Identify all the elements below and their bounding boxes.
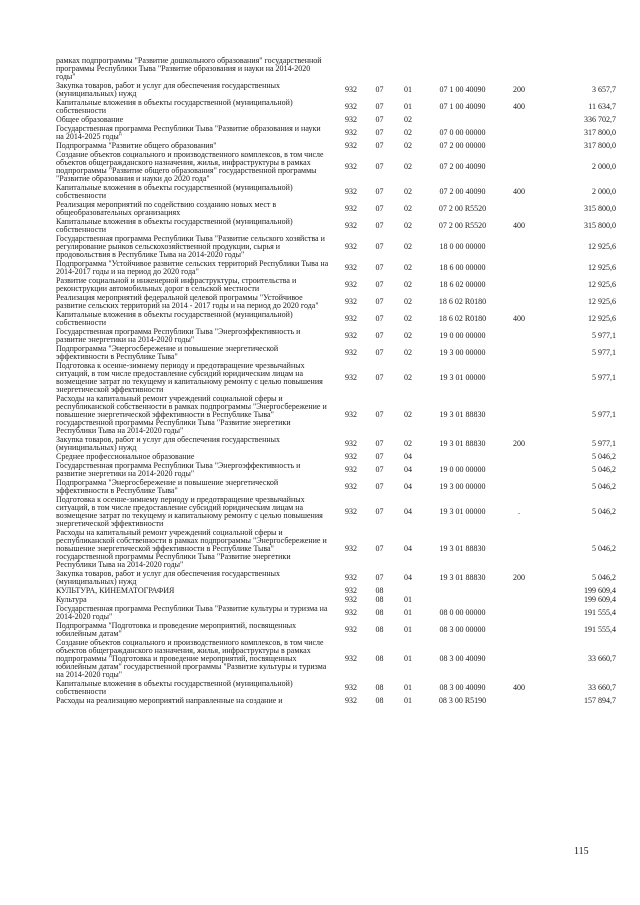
row-target-article xyxy=(423,56,502,81)
row-section: 07 xyxy=(375,114,384,124)
row-amount: 11 634,7 xyxy=(588,101,616,111)
row-code: 932 xyxy=(345,262,357,272)
row-expense-type xyxy=(502,234,536,259)
row-amount xyxy=(536,56,616,81)
row-subsection: 01 xyxy=(404,624,412,634)
row-subsection: 01 xyxy=(404,84,412,94)
row-amount: 5 046,2 xyxy=(592,543,616,553)
row-name: Среднее профессиональное образование xyxy=(56,451,195,461)
row-section: 07 xyxy=(375,543,384,553)
row-section: 08 xyxy=(375,695,384,705)
row-code: 932 xyxy=(345,585,357,595)
row-amount: 33 660,7 xyxy=(588,682,616,692)
row-expense-type xyxy=(502,595,536,604)
row-expense-type: 400 xyxy=(513,682,525,692)
table-row xyxy=(56,276,616,293)
row-expense-type xyxy=(502,115,536,124)
row-code: 932 xyxy=(345,481,357,491)
row-name: Закупка товаров, работ и услуг для обеспечения государственных (муниципальных) нужд xyxy=(56,80,281,98)
table-row xyxy=(56,56,616,81)
row-name: Государственная программа Республики Тыва "Энергоэффективность и развитие энергетики на 2014-2020 годы" xyxy=(56,326,301,344)
row-target-article: 19 0 00 00000 xyxy=(439,464,486,474)
row-amount: 12 925,6 xyxy=(588,279,616,289)
table-row xyxy=(56,200,616,217)
row-code: 932 xyxy=(345,594,357,604)
table-row xyxy=(56,293,616,310)
row-subsection: 04 xyxy=(404,506,412,516)
row-name: Капитальные вложения в объекты государственной (муниципальной) собственности xyxy=(56,182,293,200)
row-subsection: 04 xyxy=(404,464,412,474)
row-subsection: 02 xyxy=(404,262,412,272)
row-subsection: 04 xyxy=(404,481,412,491)
row-subsection: 02 xyxy=(404,220,412,230)
row-target-article: 07 0 00 00000 xyxy=(439,127,486,137)
budget-table xyxy=(56,56,616,705)
row-subsection: 04 xyxy=(404,543,412,553)
row-name: Общее образование xyxy=(56,114,124,124)
row-amount: 315 800,0 xyxy=(584,203,616,213)
row-code: 932 xyxy=(345,607,357,617)
row-code: 932 xyxy=(345,682,357,692)
row-section: 08 xyxy=(375,594,384,604)
row-amount: 191 555,4 xyxy=(584,624,616,634)
row-code: 932 xyxy=(345,101,357,111)
table-row xyxy=(56,452,616,461)
row-expense-type xyxy=(502,452,536,461)
row-amount: 2 000,0 xyxy=(592,161,616,171)
row-subsection: 01 xyxy=(404,607,412,617)
row-amount: 5 046,2 xyxy=(592,464,616,474)
row-section: 07 xyxy=(375,241,384,251)
row-section: 07 xyxy=(375,101,384,111)
row-expense-type xyxy=(502,604,536,621)
row-amount: 12 925,6 xyxy=(588,313,616,323)
row-expense-type xyxy=(502,528,536,569)
table-row xyxy=(56,217,616,234)
row-code: 932 xyxy=(345,451,357,461)
row-code: 932 xyxy=(345,506,357,516)
row-amount: 12 925,6 xyxy=(588,296,616,306)
row-section: 07 xyxy=(375,203,384,213)
row-target-article xyxy=(423,595,502,604)
row-target-article: 19 3 01 88830 xyxy=(439,438,486,448)
row-target-article: 19 3 01 88830 xyxy=(439,543,486,553)
table-row xyxy=(56,141,616,150)
row-code: 932 xyxy=(345,279,357,289)
row-code: 932 xyxy=(345,464,357,474)
row-section: 07 xyxy=(375,481,384,491)
table-row xyxy=(56,98,616,115)
row-name: Государственная программа Республики Тыва "Энергоэффективность и развитие энергетики на 2014-2020 годы" xyxy=(56,460,301,478)
row-expense-type: 200 xyxy=(513,84,525,94)
row-expense-type xyxy=(502,361,536,394)
row-name: Капитальные вложения в объекты государственной (муниципальной) собственности xyxy=(56,309,293,327)
row-name: Расходы на капитальный ремонт учреждений социальной сферы и республиканской собственности в рамках подпрограммы "Энергосбережение и повышение энергетической эффективности в Республике Тыва" государственной программы Республики Тыва "Развитие энергетики Республики Тыва на 2014-2020 годы" xyxy=(56,393,327,435)
row-expense-type xyxy=(502,461,536,478)
row-amount: 5 977,1 xyxy=(592,438,616,448)
row-section: 07 xyxy=(375,161,384,171)
row-name: Подпрограмма "Развитие общего образования" xyxy=(56,140,217,150)
row-code: 932 xyxy=(345,372,357,382)
row-section: 07 xyxy=(375,506,384,516)
row-name: Государственная программа Республики Тыва "Развитие культуры и туризма на 2014-2020 годы" xyxy=(56,603,328,621)
row-target-article: 18 6 00 00000 xyxy=(439,262,486,272)
row-amount: 5 977,1 xyxy=(592,347,616,357)
row-name: Подпрограмма "Энергосбережение и повышение энергетической эффективности в Республике Тыва" xyxy=(56,343,279,361)
row-subsection: 01 xyxy=(404,653,412,663)
row-amount: 191 555,4 xyxy=(584,607,616,617)
row-target-article: 19 3 01 00000 xyxy=(439,372,486,382)
row-section: 07 xyxy=(375,262,384,272)
row-name: Культура xyxy=(56,594,87,604)
row-target-article: 07 2 00 40090 xyxy=(439,161,486,171)
table-row xyxy=(56,495,616,528)
row-subsection: 02 xyxy=(404,186,412,196)
row-expense-type xyxy=(502,150,536,183)
table-row xyxy=(56,234,616,259)
row-section: 07 xyxy=(375,84,384,94)
row-amount: 317 800,0 xyxy=(584,140,616,150)
row-target-article: 08 0 00 00000 xyxy=(439,607,486,617)
table-row xyxy=(56,679,616,696)
row-target-article: 19 3 00 00000 xyxy=(439,481,486,491)
table-row xyxy=(56,310,616,327)
row-code: 932 xyxy=(345,653,357,663)
table-row xyxy=(56,327,616,344)
row-section: 08 xyxy=(375,653,384,663)
row-target-article: 07 2 00 40090 xyxy=(439,186,486,196)
row-subsection: 02 xyxy=(404,330,412,340)
row-target-article xyxy=(423,452,502,461)
table-row xyxy=(56,696,616,705)
row-amount: 5 977,1 xyxy=(592,330,616,340)
row-amount: 199 609,4 xyxy=(584,594,616,604)
row-amount: 5 046,2 xyxy=(592,481,616,491)
row-name: Капитальные вложения в объекты государственной (муниципальной) собственности xyxy=(56,97,293,115)
row-subsection: 01 xyxy=(404,594,412,604)
row-target-article: 19 3 01 88830 xyxy=(439,409,486,419)
table-row xyxy=(56,586,616,595)
row-code: 932 xyxy=(345,161,357,171)
row-target-article xyxy=(423,586,502,595)
row-amount: 315 800,0 xyxy=(584,220,616,230)
row-target-article: 08 3 00 40090 xyxy=(439,682,486,692)
row-code: 932 xyxy=(345,186,357,196)
row-name: Закупка товаров, работ и услуг для обеспечения государственных (муниципальных) нужд xyxy=(56,568,281,586)
table-row xyxy=(56,621,616,638)
row-amount: 33 660,7 xyxy=(588,653,616,663)
row-expense-type xyxy=(502,586,536,595)
row-expense-type xyxy=(502,141,536,150)
row-code: 932 xyxy=(345,296,357,306)
table-row xyxy=(56,183,616,200)
row-expense-type xyxy=(502,56,536,81)
row-section: 07 xyxy=(375,464,384,474)
row-name: Государственная программа Республики Тыва "Развитие образования и науки на 2014-2025 годы" xyxy=(56,123,321,141)
row-amount: 317 800,0 xyxy=(584,127,616,137)
table-row xyxy=(56,394,616,435)
row-section: 07 xyxy=(375,296,384,306)
row-expense-type: 400 xyxy=(513,186,525,196)
row-amount: 199 609,4 xyxy=(584,585,616,595)
row-section: 07 xyxy=(375,140,384,150)
row-target-article: 19 3 01 88830 xyxy=(439,572,486,582)
row-code: 932 xyxy=(345,572,357,582)
row-code: 932 xyxy=(345,624,357,634)
row-target-article: 19 3 01 00000 xyxy=(439,506,486,516)
row-code: 932 xyxy=(345,241,357,251)
row-target-article xyxy=(423,115,502,124)
row-name: Подпрограмма "Энергосбережение и повышение энергетической эффективности в Республике Тыва" xyxy=(56,477,279,495)
row-subsection: 04 xyxy=(404,572,412,582)
row-expense-type xyxy=(502,394,536,435)
row-code: 932 xyxy=(345,347,357,357)
row-name: Капитальные вложения в объекты государственной (муниципальной) собственности xyxy=(56,216,293,234)
row-target-article: 18 6 02 R0180 xyxy=(438,296,487,306)
row-target-article: 19 3 00 00000 xyxy=(439,347,486,357)
table-row xyxy=(56,150,616,183)
row-amount: 5 046,2 xyxy=(592,572,616,582)
row-subsection: 02 xyxy=(404,114,412,124)
row-amount: 157 894,7 xyxy=(584,695,616,705)
budget-table-body xyxy=(56,56,616,705)
row-expense-type xyxy=(502,478,536,495)
row-subsection: 01 xyxy=(404,101,412,111)
row-target-article: 18 0 00 00000 xyxy=(439,241,486,251)
row-subsection: 02 xyxy=(404,140,412,150)
row-section: 07 xyxy=(375,372,384,382)
row-target-article: 08 3 00 00000 xyxy=(439,624,486,634)
row-section: 08 xyxy=(375,682,384,692)
row-code: 932 xyxy=(345,695,357,705)
row-amount: 5 046,2 xyxy=(592,506,616,516)
row-subsection: 02 xyxy=(404,409,412,419)
row-expense-type xyxy=(502,259,536,276)
row-section: 07 xyxy=(375,409,384,419)
row-subsection: 02 xyxy=(404,241,412,251)
row-amount: 5 977,1 xyxy=(592,372,616,382)
row-expense-type xyxy=(502,200,536,217)
row-amount: 12 925,6 xyxy=(588,241,616,251)
row-code: 932 xyxy=(345,543,357,553)
row-subsection: 02 xyxy=(404,438,412,448)
row-code: 932 xyxy=(345,220,357,230)
row-code: 932 xyxy=(345,330,357,340)
row-section: 07 xyxy=(375,451,384,461)
row-name: Развитие социальной и инженерной инфраструктуры, строительства и реконструкции автомобильных дорог в сельской местности xyxy=(56,275,297,293)
row-section: 08 xyxy=(375,585,384,595)
table-row xyxy=(56,478,616,495)
row-name: Закупка товаров, работ и услуг для обеспечения государственных (муниципальных) нужд xyxy=(56,434,281,452)
row-code: 932 xyxy=(345,438,357,448)
row-subsection: 02 xyxy=(404,127,412,137)
row-name: Расходы на капитальный ремонт учреждений социальной сферы и республиканской собственности в рамках подпрограммы "Энергосбережение и повышение энергетической эффективности в Республике Тыва" государственной программы Республики Тыва "Развитие энергетики Республики Тыва на 2014-2020 годы" xyxy=(56,527,327,569)
row-code: 932 xyxy=(345,127,357,137)
table-row xyxy=(56,124,616,141)
row-section: 07 xyxy=(375,220,384,230)
row-target-article: 08 3 00 40090 xyxy=(439,653,486,663)
table-row xyxy=(56,604,616,621)
row-expense-type xyxy=(502,276,536,293)
row-expense-type xyxy=(502,293,536,310)
row-code: 932 xyxy=(345,84,357,94)
table-row xyxy=(56,259,616,276)
row-name: рамках подпрограммы "Развитие дошкольного образования" государственной программы Республики Тыва "Развитие образования и науки на 2014-2020 годы" xyxy=(56,55,322,81)
row-name: Создание объектов социального и производственного комплексов, в том числе объектов общегражданского назначения, жилья, инфраструктуры в рамках подпрограммы "Подготовка и проведение мероприятий, посвященных юбилейным датам" государственной программы "Развитие культуры и туризма на 2014-2020 годы" xyxy=(56,637,327,679)
row-section: 07 xyxy=(375,279,384,289)
row-subsection: 02 xyxy=(404,296,412,306)
row-expense-type: 400 xyxy=(513,313,525,323)
row-section: 08 xyxy=(375,624,384,634)
row-name: Подготовка к осенне-зимнему периоду и предотвращение чрезвычайных ситуаций, в том числе предоставление субсидий юридическим лицам на возмещение затрат по текущему и капитальному ремонту с целью повышения энергетической эффективности xyxy=(56,360,323,394)
row-name: Подпрограмма "Устойчивое развитие сельских территорий Республики Тыва на 2014-2017 годы и на период до 2020 года" xyxy=(56,258,329,276)
row-target-article: 07 2 00 00000 xyxy=(439,140,486,150)
row-section: 07 xyxy=(375,330,384,340)
row-name: Капитальные вложения в объекты государственной (муниципальной) собственности xyxy=(56,678,293,696)
row-subsection xyxy=(393,56,423,81)
row-expense-type: 200 xyxy=(513,572,525,582)
row-section: 07 xyxy=(375,347,384,357)
row-expense-type xyxy=(502,696,536,705)
row-amount: 336 702,7 xyxy=(584,114,616,124)
row-subsection: 02 xyxy=(404,203,412,213)
row-target-article: 07 1 00 40090 xyxy=(439,101,486,111)
row-section: 07 xyxy=(375,438,384,448)
row-code: 932 xyxy=(345,140,357,150)
table-row xyxy=(56,528,616,569)
row-name: Расходы на реализацию мероприятий направленные на создание и xyxy=(56,695,283,705)
row-code xyxy=(336,56,366,81)
row-name: КУЛЬТУРА, КИНЕМАТОГРАФИЯ xyxy=(56,585,175,595)
row-subsection: 02 xyxy=(404,347,412,357)
row-amount: 12 925,6 xyxy=(588,262,616,272)
row-target-article: 19 0 00 00000 xyxy=(439,330,486,340)
row-target-article: 18 6 02 R0180 xyxy=(438,313,487,323)
row-section: 07 xyxy=(375,127,384,137)
document-sheet xyxy=(56,56,616,876)
row-expense-type xyxy=(502,638,536,679)
table-row xyxy=(56,81,616,98)
row-expense-type: 400 xyxy=(513,101,525,111)
row-expense-type: 200 xyxy=(513,438,525,448)
row-expense-type xyxy=(502,124,536,141)
row-subsection: 02 xyxy=(404,313,412,323)
table-row xyxy=(56,435,616,452)
row-section xyxy=(366,56,393,81)
row-section: 07 xyxy=(375,313,384,323)
table-row xyxy=(56,461,616,478)
row-code: 932 xyxy=(345,409,357,419)
table-row xyxy=(56,344,616,361)
row-amount: 5 977,1 xyxy=(592,409,616,419)
row-code: 932 xyxy=(345,203,357,213)
page-number: 115 xyxy=(574,846,589,857)
row-name: Государственная программа Республики Тыва "Развитие сельского хозяйства и регулирование рынков сельскохозяйственной продукции, сырья и продовольствия в Республике Тыва на 2014-2020 годы" xyxy=(56,233,325,259)
row-subsection xyxy=(393,586,423,595)
row-subsection: 04 xyxy=(404,451,412,461)
row-code: 932 xyxy=(345,114,357,124)
row-subsection: 02 xyxy=(404,279,412,289)
row-section: 08 xyxy=(375,607,384,617)
row-expense-type: . xyxy=(518,506,520,516)
row-subsection: 01 xyxy=(404,695,412,705)
row-expense-type xyxy=(502,344,536,361)
row-code: 932 xyxy=(345,313,357,323)
row-target-article: 07 2 00 R5520 xyxy=(438,203,487,213)
row-section: 07 xyxy=(375,186,384,196)
row-name: Подпрограмма "Подготовка и проведение мероприятий, посвященных юбилейным датам" xyxy=(56,620,297,638)
row-target-article: 08 3 00 R5190 xyxy=(438,695,487,705)
row-subsection: 02 xyxy=(404,372,412,382)
row-expense-type: 400 xyxy=(513,220,525,230)
row-name: Реализация мероприятий по содействию созданию новых мест в общеобразовательных организациях xyxy=(56,199,277,217)
row-subsection: 01 xyxy=(404,682,412,692)
row-amount: 2 000,0 xyxy=(592,186,616,196)
row-amount: 3 657,7 xyxy=(592,84,616,94)
row-subsection: 02 xyxy=(404,161,412,171)
table-row xyxy=(56,115,616,124)
table-row xyxy=(56,569,616,586)
row-name: Подготовка к осенне-зимнему периоду и предотвращение чрезвычайных ситуаций, в том числе предоставление субсидий юридическим лицам на возмещение затрат по текущему и капитальному ремонту с целью повышения энергетической эффективности xyxy=(56,494,323,528)
table-row xyxy=(56,361,616,394)
table-row xyxy=(56,638,616,679)
row-expense-type xyxy=(502,327,536,344)
row-name: Создание объектов социального и производственного комплексов, в том числе объектов общегражданского назначения, жилья, инфраструктуры в рамках подпрограммы "Развитие общего образования" государственной программы "Развитие образования и науки до 2020 года" xyxy=(56,149,324,183)
row-target-article: 18 6 02 00000 xyxy=(439,279,486,289)
row-name: Реализация мероприятий федеральной целевой программы "Устойчивое развитие сельских территорий на 2014 - 2017 годы и на период до 2020 года" xyxy=(56,292,319,310)
row-amount: 5 046,2 xyxy=(592,451,616,461)
table-row xyxy=(56,595,616,604)
row-target-article: 07 1 00 40090 xyxy=(439,84,486,94)
row-target-article: 07 2 00 R5520 xyxy=(438,220,487,230)
row-section: 07 xyxy=(375,572,384,582)
row-expense-type xyxy=(502,621,536,638)
